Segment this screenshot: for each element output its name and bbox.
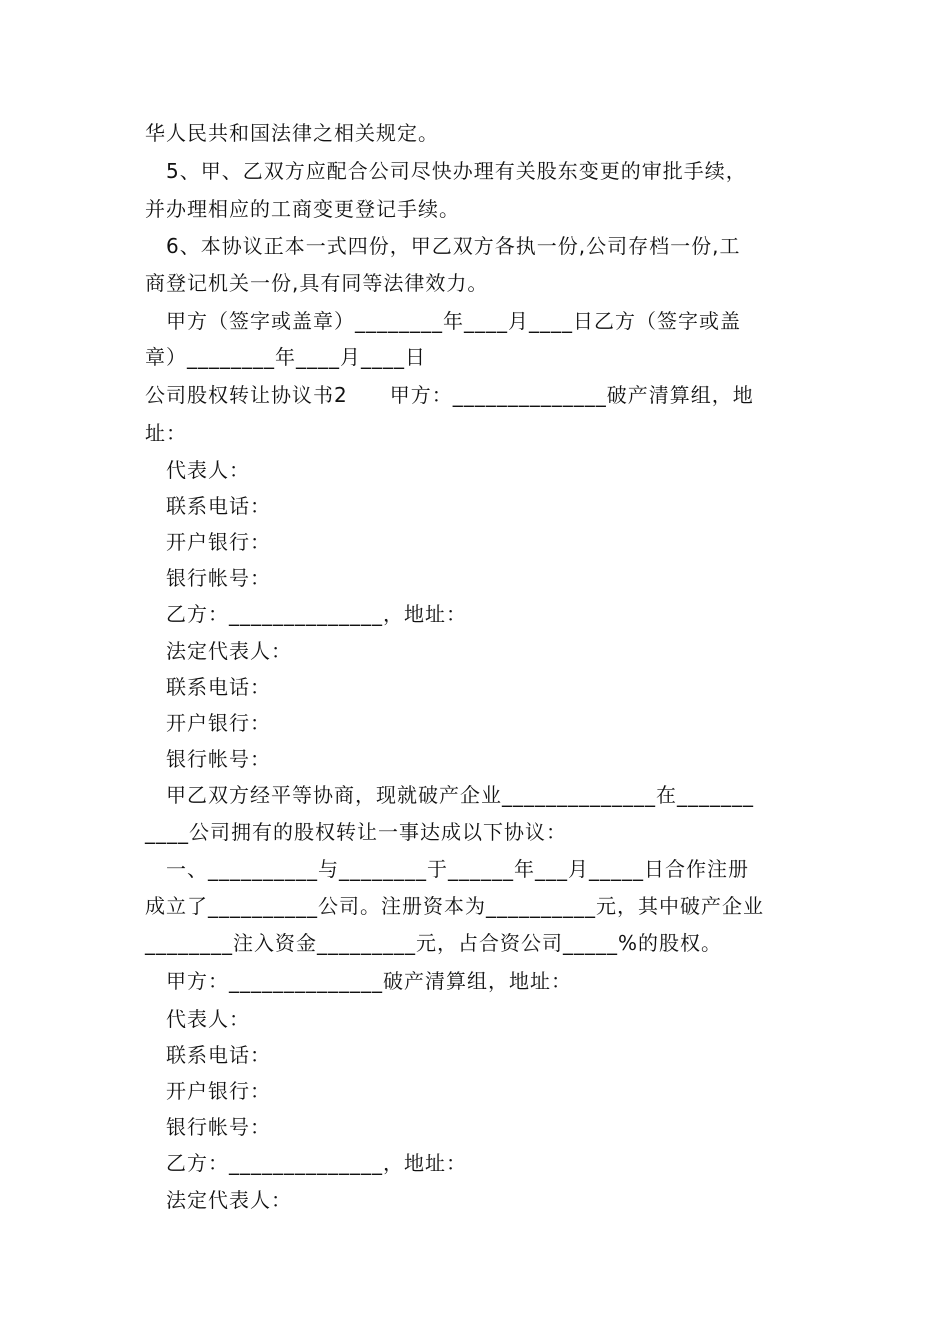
text-line: 代表人： xyxy=(145,1007,250,1031)
text-line: 5、甲、乙双方应配合公司尽快办理有关股东变更的审批手续， xyxy=(145,159,747,183)
text-line: 6、本协议正本一式四份，甲乙双方各执一份,公司存档一份,工 xyxy=(145,234,741,258)
text-line: 银行帐号： xyxy=(145,1115,271,1139)
text-line: ________注入资金_________元，占合资公司_____%的股权。 xyxy=(145,931,723,955)
text-line: 址： xyxy=(145,421,187,445)
text-line: 联系电话： xyxy=(145,1043,271,1067)
text-line: 联系电话： xyxy=(145,494,271,518)
text-line: 银行帐号： xyxy=(145,566,271,590)
text-line: 章）________年____月____日 xyxy=(145,345,426,369)
text-line: 甲乙双方经平等协商，现就破产企业______________在_______ xyxy=(145,783,754,807)
text-line: 乙方：______________，地址： xyxy=(145,602,467,626)
text-line: 法定代表人： xyxy=(145,1188,292,1212)
text-line: 华人民共和国法律之相关规定。 xyxy=(145,121,439,145)
text-line: 甲方（签字或盖章）________年____月____日乙方（签字或盖 xyxy=(145,309,741,333)
text-line: 法定代表人： xyxy=(145,639,292,663)
text-line: 联系电话： xyxy=(145,675,271,699)
text-line: 商登记机关一份,具有同等法律效力。 xyxy=(145,271,489,295)
text-line: 开户银行： xyxy=(145,711,271,735)
text-line: 代表人： xyxy=(145,458,250,482)
text-line: 银行帐号： xyxy=(145,747,271,771)
text-line: 甲方：______________破产清算组，地址： xyxy=(145,969,572,993)
text-line: 并办理相应的工商变更登记手续。 xyxy=(145,197,460,221)
text-line: ____公司拥有的股权转让一事达成以下协议： xyxy=(145,820,567,844)
text-line: 开户银行： xyxy=(145,530,271,554)
text-line: 乙方：______________，地址： xyxy=(145,1151,467,1175)
text-line: 公司股权转让协议书2 甲方：______________破产清算组，地 xyxy=(145,383,754,407)
text-line: 成立了__________公司。注册资本为__________元，其中破产企业 xyxy=(145,894,764,918)
text-line: 一、__________与________于______年___月_____日合作注册 xyxy=(145,857,749,881)
text-line: 开户银行： xyxy=(145,1079,271,1103)
